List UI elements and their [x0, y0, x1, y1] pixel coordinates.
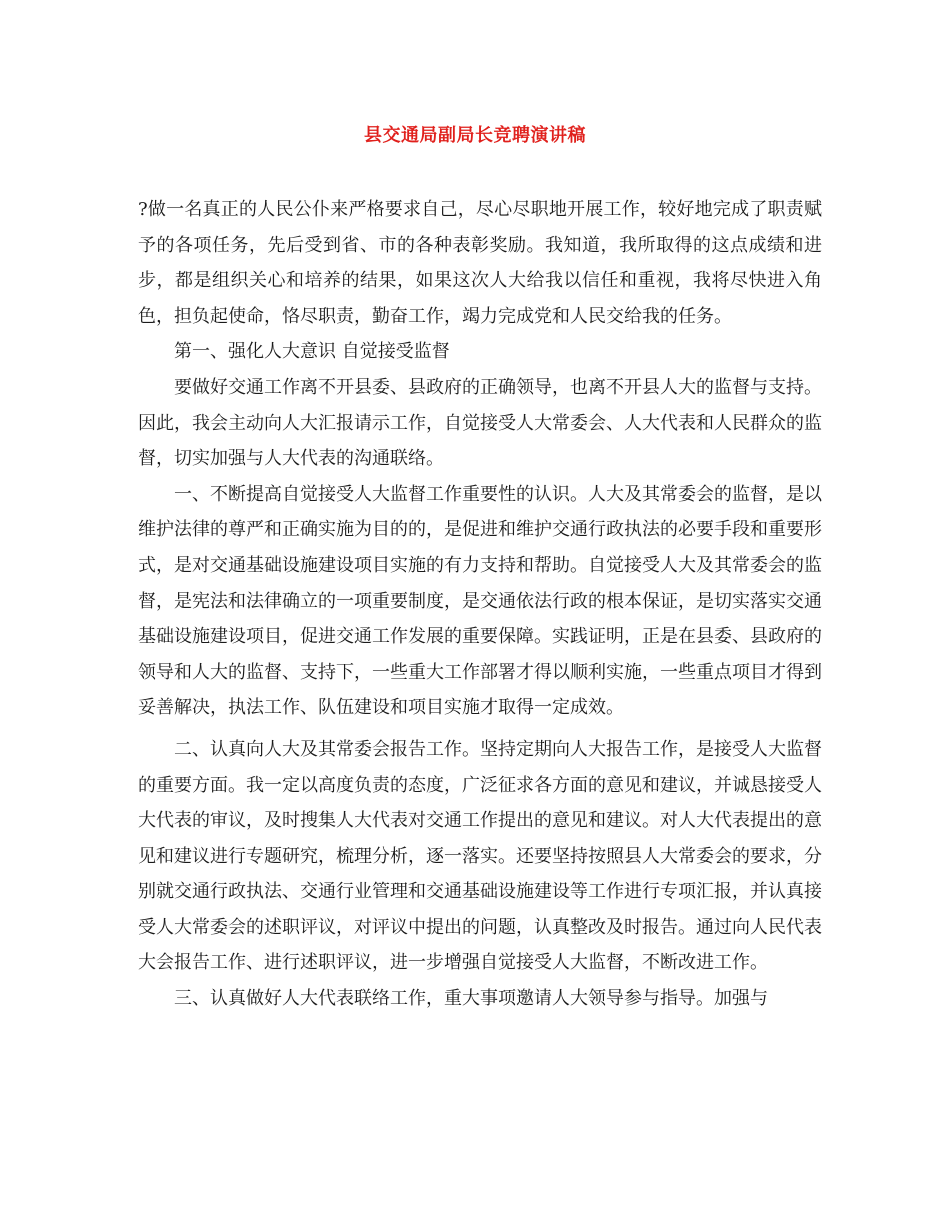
paragraph: 二、认真向人大及其常委会报告工作。坚持定期向人大报告工作，是接受人大监督的重要方面。我一定以高度负责的态度，广泛征求各方面的意见和建议，并诚恳接受人大代表的审议，及时搜集人大代表对交通工作提出的意见和建议。对人大代表提出的意见和建议进行专题研究，梳理分析，逐一落实。还要坚持按照县人大常委会的要求，分别就交通行政执法、交通行业管理和交通基础设施建设等工作进行专项汇报，并认真接受人大常委会的述职评议，对评议中提出的问题，认真整改及时报告。通过向人民代表大会报告工作、进行述职评议，进一步增强自觉接受人大监督，不断改进工作。 [138, 738, 822, 974]
document-body [138, 192, 822, 1017]
paragraph: 一、不断提高自觉接受人大监督工作重要性的认识。人大及其常委会的监督，是以维护法律的尊严和正确实施为目的的，是促进和维护交通行政执法的必要手段和重要形式，是对交通基础设施建设项目实施的有力支持和帮助。自觉接受人大及其常委会的监督，是宪法和法律确立的一项重要制度，是交通依法行政的根本保证，是切实落实交通基础设施建设项目，促进交通工作发展的重要保障。实践证明，正是在县委、县政府的领导和人大的监督、支持下，一些重大工作部署才得以顺利实施，一些重点项目才得到妥善解决，执法工作、队伍建设和项目实施才取得一定成效。 [138, 483, 822, 719]
paragraph: ?做一名真正的人民公仆来严格要求自己，尽心尽职地开展工作，较好地完成了职责赋予的各项任务，先后受到省、市的各种表彰奖励。我知道，我所取得的这点成绩和进步，都是组织关心和培养的结果，如果这次人大给我以信任和重视，我将尽快进入角色，担负起使命，恪尽职责，勤奋工作，竭力完成党和人民交给我的任务。 [138, 199, 822, 327]
paragraph: 三、认真做好人大代表联络工作，重大事项邀请人大领导参与指导。加强与 [174, 988, 768, 1010]
paragraph: 要做好交通工作离不开县委、县政府的正确领导，也离不开县人大的监督与支持。因此，我会主动向人大汇报请示工作，自觉接受人大常委会、人大代表和人民群众的监督，切实加强与人大代表的沟通联络。 [138, 376, 822, 470]
section-heading: 第一、强化人大意识 自觉接受监督 [174, 341, 450, 363]
document-title: 县交通局副局长竞聘演讲稿 [364, 125, 586, 146]
